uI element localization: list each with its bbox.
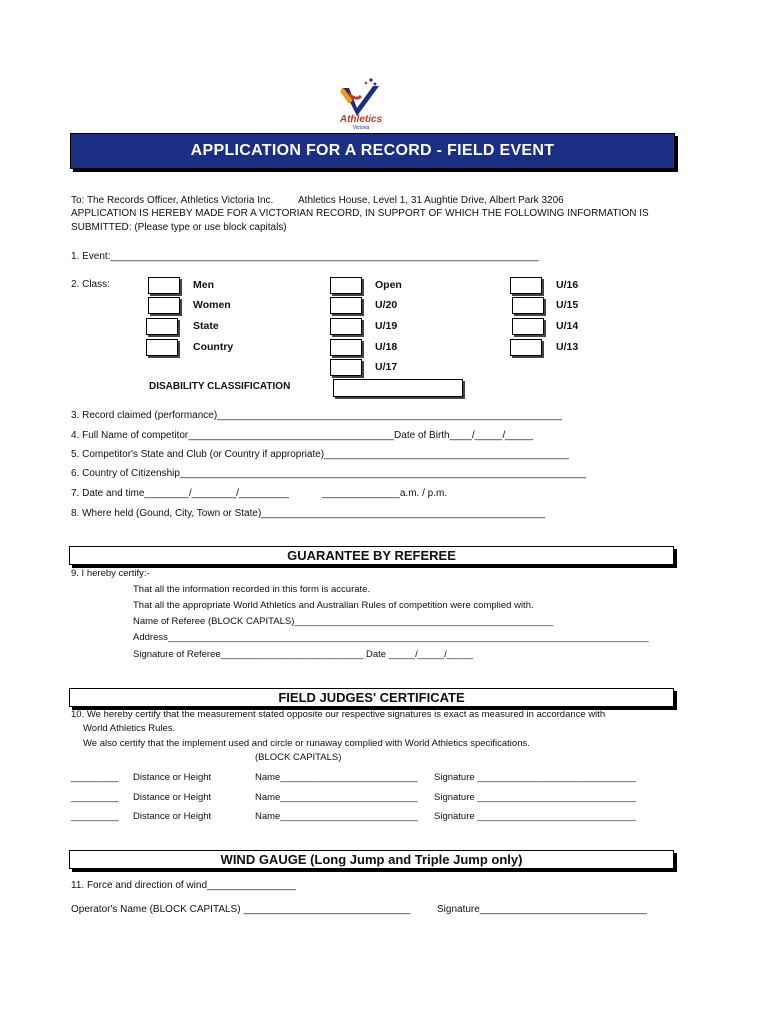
- title-banner: [70, 133, 675, 169]
- checkbox-u19[interactable]: [330, 318, 362, 335]
- label-open: Open: [375, 279, 402, 291]
- full-name-field[interactable]: 4. Full Name of competitor_____________________________________Date of Birth____/_____/_____: [71, 430, 534, 441]
- label-u16: U/16: [556, 279, 579, 291]
- label-u19: U/19: [375, 320, 398, 332]
- operator-name-field[interactable]: Operator's Name (BLOCK CAPITALS) ______________________________: [71, 904, 411, 915]
- athletics-victoria-logo: [335, 76, 387, 132]
- event-field[interactable]: 1. Event:_____________________________________________________________________________: [71, 251, 539, 262]
- label-women: Women: [193, 299, 231, 311]
- judge-row-2-signature[interactable]: Signature ______________________________: [434, 792, 636, 803]
- label-u14: U/14: [556, 320, 579, 332]
- judge-row-3-name[interactable]: Name__________________________: [255, 811, 418, 822]
- wind-force-field[interactable]: 11. Force and direction of wind________________: [71, 880, 296, 891]
- judges-section-header: FIELD JUDGES' CERTIFICATE: [69, 688, 674, 707]
- checkbox-u13[interactable]: [510, 339, 542, 356]
- judge-row-2-name[interactable]: Name__________________________: [255, 792, 418, 803]
- where-held-field[interactable]: 8. Where held (Gound, City, Town or State)___________________________________________________: [71, 508, 545, 519]
- date-time-field[interactable]: 7. Date and time________/________/_________: [71, 488, 289, 499]
- referee-line2: That all the appropriate World Athletics and Australian Rules of competition were complied with.: [133, 600, 534, 611]
- checkbox-u14[interactable]: [512, 318, 544, 335]
- judges-block-capitals: (BLOCK CAPITALS): [255, 752, 342, 763]
- time-ampm-field[interactable]: ______________a.m. / p.m.: [322, 488, 448, 499]
- citizenship-field[interactable]: 6. Country of Citizenship_________________________________________________________________________: [71, 468, 586, 479]
- checkbox-open[interactable]: [330, 277, 362, 294]
- judge-row-1-measure: Distance or Height: [133, 772, 212, 783]
- checkbox-women[interactable]: [148, 297, 180, 314]
- judge-row-2-value[interactable]: _________: [71, 792, 119, 803]
- judge-row-3-signature[interactable]: Signature ______________________________: [434, 811, 636, 822]
- judges-line1: 10. We hereby certify that the measurement stated opposite our respective signatures is exact as measured in accordance with: [71, 709, 606, 720]
- label-u13: U/13: [556, 341, 579, 353]
- address-line: Athletics House, Level 1, 31 Aughtie Drive, Albert Park 3206: [298, 195, 564, 206]
- wind-section-header: WIND GAUGE (Long Jump and Triple Jump only): [69, 850, 674, 869]
- referee-signature-field[interactable]: Signature of Referee___________________________ Date _____/_____/_____: [133, 649, 474, 660]
- logo-sub: Victoria: [352, 125, 370, 131]
- judge-row-3-measure: Distance or Height: [133, 811, 212, 822]
- checkbox-men[interactable]: [148, 277, 180, 294]
- operator-signature-field[interactable]: Signature______________________________: [437, 904, 647, 915]
- label-u17: U/17: [375, 361, 398, 373]
- checkbox-u20[interactable]: [330, 297, 362, 314]
- label-state: State: [193, 320, 219, 332]
- referee-line1: That all the information recorded in this form is accurate.: [133, 584, 371, 595]
- judge-row-3-value[interactable]: _________: [71, 811, 119, 822]
- class-label: 2. Class:: [71, 279, 110, 290]
- judge-row-1-name[interactable]: Name__________________________: [255, 772, 418, 783]
- referee-address-field[interactable]: Address___________________________________________________________________________________________: [133, 632, 649, 643]
- checkbox-u18[interactable]: [330, 339, 362, 356]
- label-u15: U/15: [556, 299, 579, 311]
- label-u18: U/18: [375, 341, 398, 353]
- disability-classification-field[interactable]: [333, 379, 463, 397]
- judge-row-1-signature[interactable]: Signature ______________________________: [434, 772, 636, 783]
- label-men: Men: [193, 279, 214, 291]
- page-title: APPLICATION FOR A RECORD - FIELD EVENT: [190, 142, 555, 159]
- label-country: Country: [193, 341, 234, 353]
- checkbox-u17[interactable]: [330, 359, 362, 376]
- to-line: To: The Records Officer, Athletics Victoria Inc.: [71, 195, 274, 206]
- judge-row-1-value[interactable]: _________: [71, 772, 119, 783]
- checkbox-u15[interactable]: [512, 297, 544, 314]
- checkbox-u16[interactable]: [510, 277, 542, 294]
- intro-line2: APPLICATION IS HEREBY MADE FOR A VICTORIAN RECORD, IN SUPPORT OF WHICH THE FOLLOWING INFORMATION IS: [71, 208, 649, 219]
- checkbox-country[interactable]: [146, 339, 178, 356]
- referee-intro: 9. I hereby certify:-: [71, 568, 150, 579]
- checkbox-state[interactable]: [146, 318, 178, 335]
- referee-name-field[interactable]: Name of Referee (BLOCK CAPITALS)_________________________________________________: [133, 616, 554, 627]
- record-claimed-field[interactable]: 3. Record claimed (performance)______________________________________________________________: [71, 410, 562, 421]
- disability-label: DISABILITY CLASSIFICATION: [149, 381, 291, 392]
- state-club-field[interactable]: 5. Competitor's State and Club (or Country if appropriate)____________________________________________: [71, 449, 569, 460]
- judge-row-2-measure: Distance or Height: [133, 792, 212, 803]
- logo-brand: Athletics: [339, 114, 383, 125]
- judges-line3: We also certify that the implement used and circle or runaway complied with World Athletics specifications.: [83, 738, 530, 749]
- label-u20: U/20: [375, 299, 398, 311]
- referee-section-header: GUARANTEE BY REFEREE: [69, 546, 674, 565]
- intro-line3: SUBMITTED: (Please type or use block capitals): [71, 222, 287, 233]
- judges-line2: World Athletics Rules.: [83, 723, 176, 734]
